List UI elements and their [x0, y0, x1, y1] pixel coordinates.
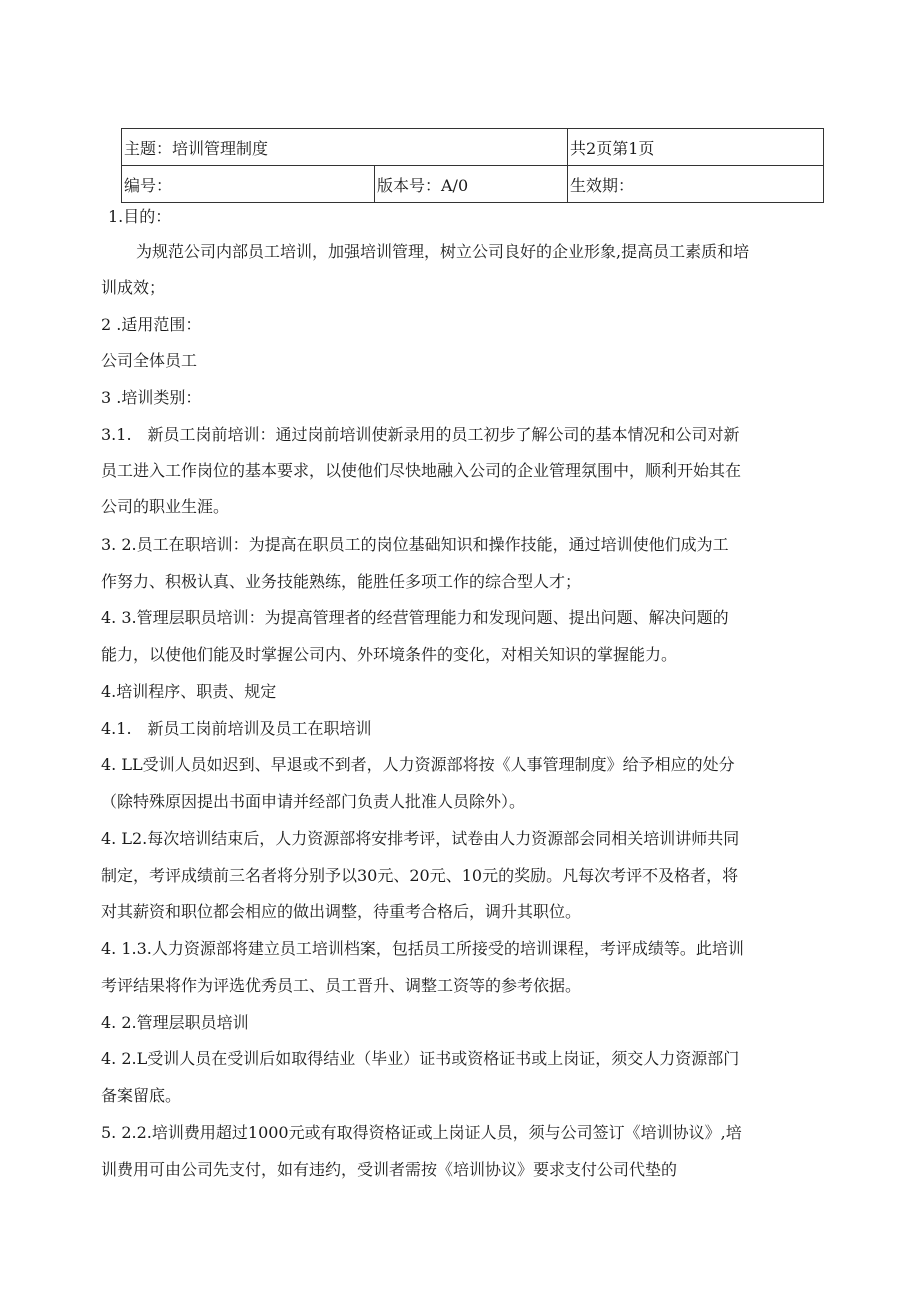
- body-line: 员工进入工作岗位的基本要求，以使他们尽快地融入公司的企业管理氛围中，顺利开始其在: [101, 461, 742, 480]
- subsection-heading: 4. 2.管理层职员培训: [101, 1013, 249, 1032]
- version-cell: 版本号：A/0: [375, 166, 568, 203]
- section-1-heading: 1.目的：: [108, 207, 172, 226]
- body-line: 训费用可由公司先支付，如有违约，受训者需按《培训协议》要求支付公司代垫的: [101, 1160, 678, 1179]
- body-line: 训成效；: [101, 278, 166, 297]
- body-line: 4. 3.管理层职员培训：为提高管理者的经营管理能力和发现问题、提出问题、解决问题的: [101, 608, 729, 627]
- body-line: 考评结果将作为评选优秀员工、员工晋升、调整工资等的参考依据。: [101, 976, 582, 995]
- body-line: 公司的职业生涯。: [101, 497, 230, 516]
- body-line: （除特殊原因提出书面申请并经部门负责人批准人员除外）。: [101, 792, 526, 811]
- body-line: 公司全体员工: [101, 351, 198, 370]
- body-line: 4. L2.每次培训结束后，人力资源部将安排考评，试卷由人力资源部会同相关培训讲师共同: [101, 829, 740, 848]
- section-3-heading: 3 .培训类别：: [101, 388, 202, 407]
- body-line: 作努力、积极认真、业务技能熟练，能胜任多项工作的综合型人才；: [101, 572, 582, 591]
- body-line: 4. 1.3.人力资源部将建立员工培训档案，包括员工所接受的培训课程，考评成绩等。此培训: [101, 939, 744, 958]
- body-line: 备案留底。: [101, 1086, 182, 1105]
- document-header-table: [121, 128, 824, 203]
- document-number-cell: 编号：: [122, 166, 375, 203]
- body-line: 能力，以使他们能及时掌握公司内、外环境条件的变化，对相关知识的掌握能力。: [101, 645, 678, 664]
- body-line: 制定，考评成绩前三名者将分别予以30元、20元、10元的奖励。凡每次考评不及格者，将: [101, 866, 739, 885]
- header-row-1: [122, 129, 824, 166]
- body-line: 3.1. 新员工岗前培训：通过岗前培训使新录用的员工初步了解公司的基本情况和公司对新: [101, 425, 740, 444]
- body-line: 3. 2.员工在职培训：为提高在职员工的岗位基础知识和操作技能，通过培训使他们成为工: [101, 535, 729, 554]
- body-line: 4. LL受训人员如迟到、早退或不到者，人力资源部将按《人事管理制度》给予相应的处分: [101, 755, 735, 774]
- page-count-cell: 共2页第1页: [568, 129, 824, 166]
- effective-date-cell: 生效期：: [568, 166, 824, 203]
- header-row-2: [122, 166, 824, 203]
- section-2-heading: 2 .适用范围：: [101, 315, 202, 334]
- body-line: 对其薪资和职位都会相应的做出调整，待重考合格后，调升其职位。: [101, 902, 582, 921]
- section-4-heading: 4.培训程序、职责、规定: [101, 682, 277, 701]
- body-line: 为规范公司内部员工培训，加强培训管理，树立公司良好的企业形象,提高员工素质和培: [136, 242, 750, 261]
- subject-cell: 主题：培训管理制度: [122, 129, 568, 166]
- body-line: 5. 2.2.培训费用超过1000元或有取得资格证或上岗证人员，须与公司签订《培训协议》,培: [101, 1123, 742, 1142]
- subsection-heading: 4.1. 新员工岗前培训及员工在职培训: [101, 719, 372, 738]
- body-line: 4. 2.L受训人员在受训后如取得结业（毕业）证书或资格证书或上岗证，须交人力资源部门: [101, 1049, 740, 1068]
